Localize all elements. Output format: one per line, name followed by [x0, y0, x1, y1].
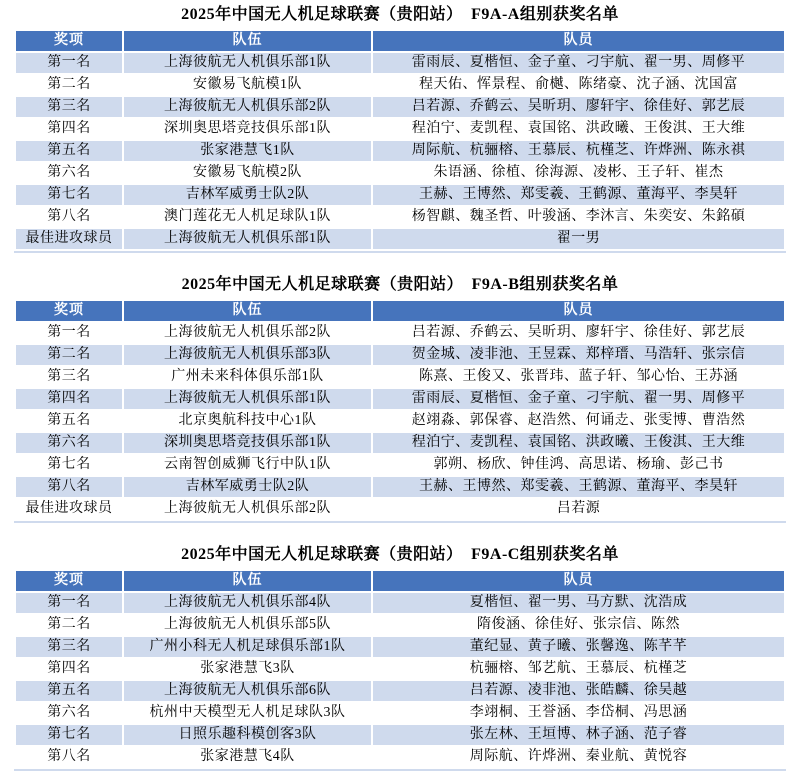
- team-cell: 上海彼航无人机俱乐部4队: [124, 593, 371, 613]
- table-row: [16, 323, 784, 343]
- players-cell: 周际航、杭骊榕、王慕辰、杭槿芝、许烨洲、陈永祺: [373, 141, 784, 161]
- table-title: 2025年中国无人机足球联赛（贵阳站） F9A-B组别获奖名单: [181, 276, 619, 293]
- table-row: [16, 725, 784, 745]
- award-cell: 第八名: [16, 207, 122, 227]
- award-cell: 第五名: [16, 141, 122, 161]
- award-cell: 最佳进攻球员: [16, 499, 122, 519]
- players-cell: 陈熹、王俊又、张晋玮、蓝子轩、邹心怡、王苏涵: [373, 367, 784, 387]
- table-row: [16, 163, 784, 183]
- team-cell: 上海彼航无人机俱乐部3队: [124, 345, 371, 365]
- team-cell: 上海彼航无人机俱乐部1队: [124, 53, 371, 73]
- team-cell: 张家港慧飞1队: [124, 141, 371, 161]
- award-cell: 第一名: [16, 323, 122, 343]
- award-cell: 第六名: [16, 433, 122, 453]
- team-cell: 杭州中天模型无人机足球队3队: [124, 703, 371, 723]
- players-cell: 赵翊淼、郭保睿、赵浩然、何诵赱、张雯博、曹浩然: [373, 411, 784, 431]
- team-cell: 张家港慧飞4队: [124, 747, 371, 767]
- players-cell: 夏楷恒、翟一男、马方默、沈浩成: [373, 593, 784, 613]
- players-cell: 王赫、王博然、郑雯羲、王鹤源、董海平、李昊轩: [373, 477, 784, 497]
- players-cell: 吕若源、乔鹤云、吴昕玥、廖轩宇、徐佳好、郭艺辰: [373, 323, 784, 343]
- players-column-header: 队员: [373, 571, 784, 591]
- award-column-header: 奖项: [16, 571, 122, 591]
- players-cell: 雷雨辰、夏楷恒、金子童、刁宇航、翟一男、周修平: [373, 389, 784, 409]
- award-section: [0, 540, 800, 771]
- award-cell: 第五名: [16, 681, 122, 701]
- team-cell: 上海彼航无人机俱乐部2队: [124, 499, 371, 519]
- players-cell: 贺金城、凌非池、王昱霖、郑梓瑨、马浩轩、张宗信: [373, 345, 784, 365]
- players-cell: 隋俊涵、徐佳好、张宗信、陈然: [373, 615, 784, 635]
- team-cell: 安徽易飞航模1队: [124, 75, 371, 95]
- award-section: [0, 270, 800, 523]
- team-cell: 上海彼航无人机俱乐部1队: [124, 229, 371, 249]
- table-row: [16, 185, 784, 205]
- award-column-header: 奖项: [16, 31, 122, 51]
- award-cell: 第二名: [16, 615, 122, 635]
- table-row: [16, 703, 784, 723]
- team-cell: 上海彼航无人机俱乐部6队: [124, 681, 371, 701]
- table-row: [16, 499, 784, 519]
- team-column-header: 队伍: [124, 571, 371, 591]
- table-row: [16, 229, 784, 249]
- players-cell: 李翊桐、王誉涵、李岱桐、冯思涵: [373, 703, 784, 723]
- award-section: [0, 0, 800, 253]
- award-cell: 第三名: [16, 367, 122, 387]
- table-row: [16, 411, 784, 431]
- table-row: [16, 681, 784, 701]
- players-cell: 吕若源: [373, 499, 784, 519]
- award-table: [14, 569, 786, 771]
- players-cell: 吕若源、乔鹤云、吴昕玥、廖轩宇、徐佳好、郭艺辰: [373, 97, 784, 117]
- team-cell: 北京奥航科技中心1队: [124, 411, 371, 431]
- players-cell: 程泊宁、麦凯程、袁国铭、洪政曦、王俊淇、王大维: [373, 433, 784, 453]
- table-row: [16, 141, 784, 161]
- table-row: [16, 389, 784, 409]
- table-row: [16, 97, 784, 117]
- players-cell: 董纪显、黄子曦、张馨逸、陈芊芊: [373, 637, 784, 657]
- award-cell: 第六名: [16, 163, 122, 183]
- players-cell: 周际航、许烨洲、秦业航、黄悦容: [373, 747, 784, 767]
- players-cell: 程泊宁、麦凯程、袁国铭、洪政曦、王俊淇、王大维: [373, 119, 784, 139]
- team-cell: 深圳奥思塔竞技俱乐部1队: [124, 433, 371, 453]
- team-cell: 广州未来科体俱乐部1队: [124, 367, 371, 387]
- header-row: [16, 301, 784, 321]
- team-cell: 上海彼航无人机俱乐部2队: [124, 97, 371, 117]
- table-row: [16, 119, 784, 139]
- award-cell: 第二名: [16, 345, 122, 365]
- award-column-header: 奖项: [16, 301, 122, 321]
- team-cell: 深圳奥思塔竞技俱乐部1队: [124, 119, 371, 139]
- players-cell: 王赫、王博然、郑雯羲、王鹤源、董海平、李昊轩: [373, 185, 784, 205]
- award-cell: 第三名: [16, 637, 122, 657]
- award-cell: 第四名: [16, 659, 122, 679]
- players-cell: 吕若源、凌非池、张皓麟、徐吴越: [373, 681, 784, 701]
- table-row: [16, 593, 784, 613]
- award-cell: 第七名: [16, 455, 122, 475]
- header-row: [16, 571, 784, 591]
- team-cell: 日照乐趣科模创客3队: [124, 725, 371, 745]
- award-cell: 第七名: [16, 185, 122, 205]
- players-cell: 朱语涵、徐植、徐海源、凌彬、王子轩、崔杰: [373, 163, 784, 183]
- players-cell: 杭骊榕、邹艺航、王慕辰、杭槿芝: [373, 659, 784, 679]
- team-cell: 澳门莲花无人机足球队1队: [124, 207, 371, 227]
- team-cell: 吉林军威勇士队2队: [124, 477, 371, 497]
- table-row: [16, 75, 784, 95]
- team-cell: 上海彼航无人机俱乐部5队: [124, 615, 371, 635]
- award-cell: 第五名: [16, 411, 122, 431]
- team-cell: 吉林军威勇士队2队: [124, 185, 371, 205]
- team-cell: 上海彼航无人机俱乐部1队: [124, 389, 371, 409]
- award-table: [14, 29, 786, 253]
- table-row: [16, 455, 784, 475]
- players-cell: 程天佑、恽景程、俞樾、陈绪豪、沈子涵、沈国富: [373, 75, 784, 95]
- team-cell: 张家港慧飞3队: [124, 659, 371, 679]
- team-column-header: 队伍: [124, 301, 371, 321]
- team-cell: 广州小科无人机足球俱乐部1队: [124, 637, 371, 657]
- award-table: [14, 299, 786, 523]
- award-cell: 第七名: [16, 725, 122, 745]
- table-title: 2025年中国无人机足球联赛（贵阳站） F9A-C组别获奖名单: [181, 546, 619, 563]
- award-cell: 第二名: [16, 75, 122, 95]
- award-cell: 第三名: [16, 97, 122, 117]
- players-cell: 雷雨辰、夏楷恒、金子童、刁宇航、翟一男、周修平: [373, 53, 784, 73]
- players-cell: 郭朔、杨欣、钟佳鸿、高思诺、杨瑜、彭己书: [373, 455, 784, 475]
- players-cell: 杨智麒、魏圣哲、叶骏涵、李沐言、朱奕安、朱銘碩: [373, 207, 784, 227]
- players-cell: 张左林、王垣博、林子涵、范子睿: [373, 725, 784, 745]
- award-cell: 最佳进攻球员: [16, 229, 122, 249]
- table-row: [16, 637, 784, 657]
- table-row: [16, 345, 784, 365]
- award-cell: 第一名: [16, 593, 122, 613]
- team-cell: 云南智创威狮飞行中队1队: [124, 455, 371, 475]
- table-row: [16, 207, 784, 227]
- award-cell: 第四名: [16, 119, 122, 139]
- players-column-header: 队员: [373, 31, 784, 51]
- table-row: [16, 53, 784, 73]
- table-row: [16, 615, 784, 635]
- award-cell: 第八名: [16, 477, 122, 497]
- award-cell: 第四名: [16, 389, 122, 409]
- award-cell: 第六名: [16, 703, 122, 723]
- award-cell: 第一名: [16, 53, 122, 73]
- team-cell: 安徽易飞航模2队: [124, 163, 371, 183]
- players-column-header: 队员: [373, 301, 784, 321]
- award-cell: 第八名: [16, 747, 122, 767]
- table-row: [16, 433, 784, 453]
- header-row: [16, 31, 784, 51]
- team-column-header: 队伍: [124, 31, 371, 51]
- team-cell: 上海彼航无人机俱乐部2队: [124, 323, 371, 343]
- players-cell: 翟一男: [373, 229, 784, 249]
- table-title: 2025年中国无人机足球联赛（贵阳站） F9A-A组别获奖名单: [181, 6, 619, 23]
- table-row: [16, 747, 784, 767]
- table-row: [16, 477, 784, 497]
- table-row: [16, 659, 784, 679]
- table-row: [16, 367, 784, 387]
